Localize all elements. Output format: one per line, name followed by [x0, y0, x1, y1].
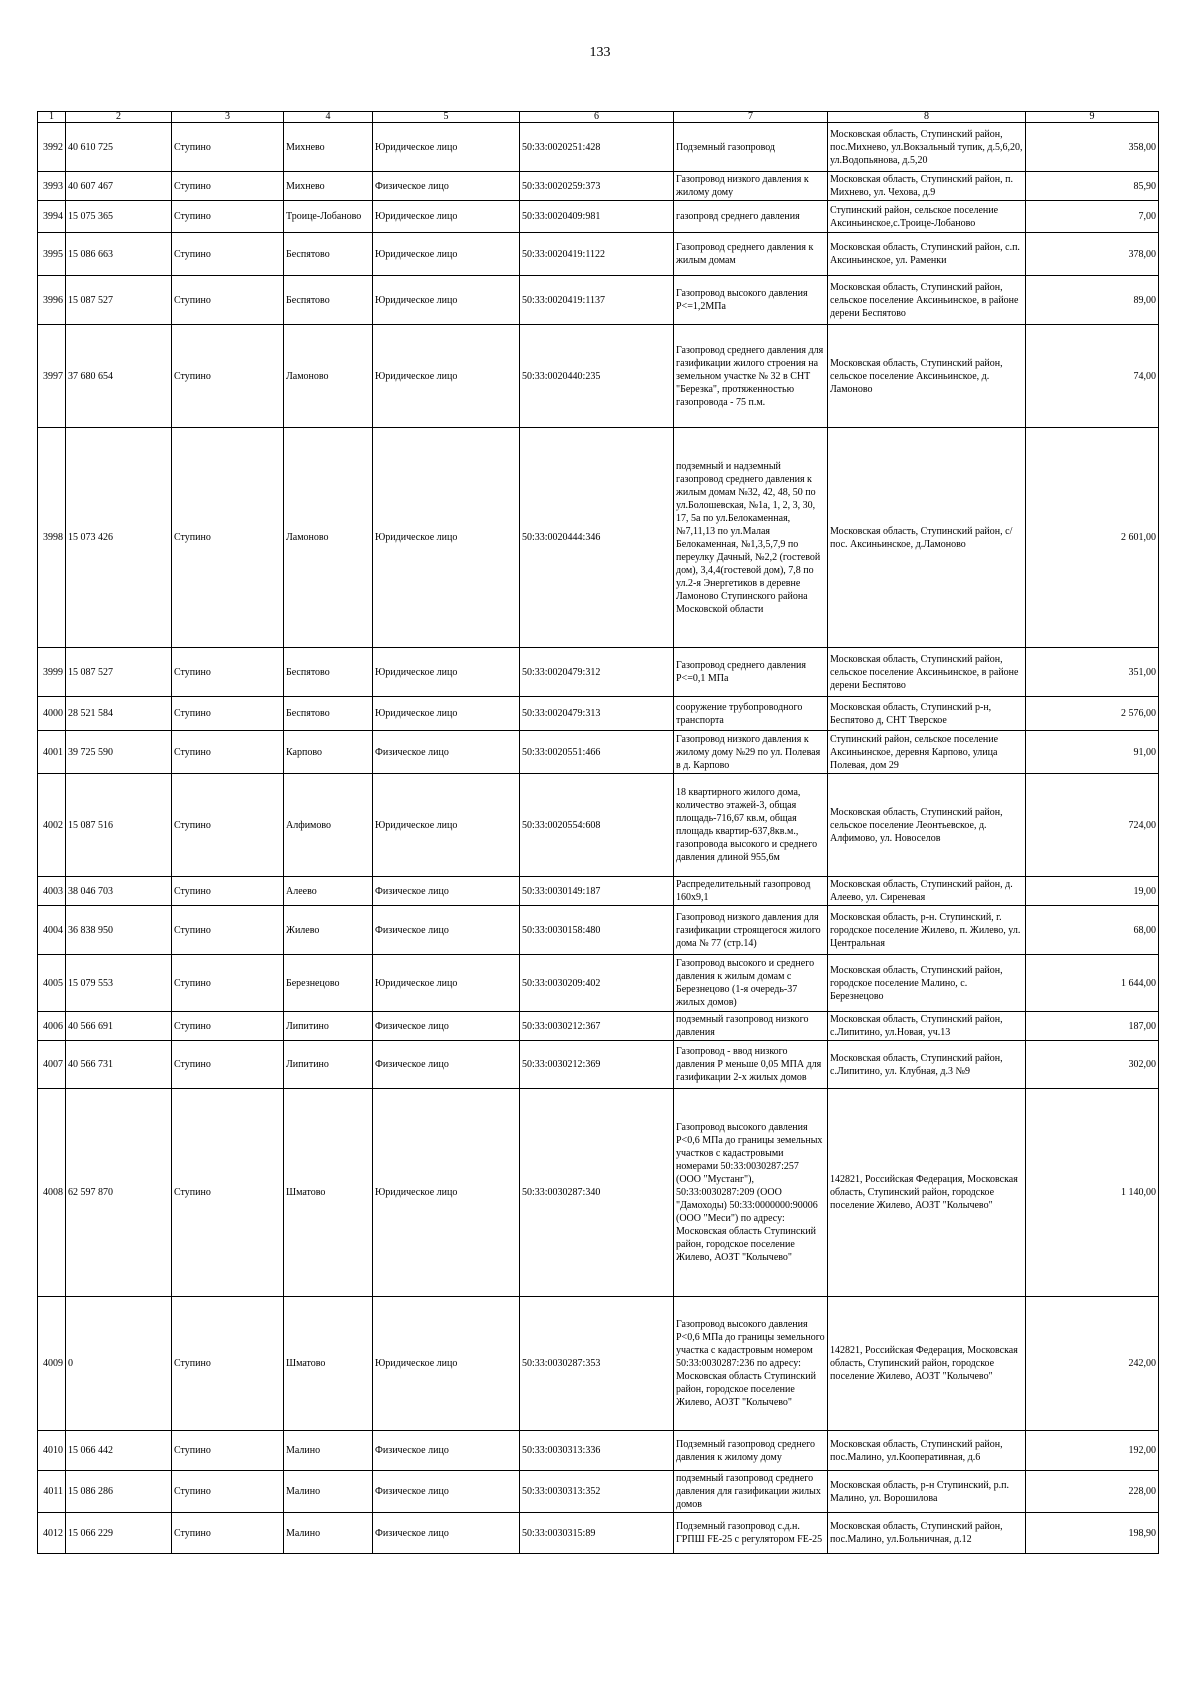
- value-cell: 1 644,00: [1026, 955, 1159, 1012]
- district-cell: Ступино: [172, 877, 284, 906]
- row-number: 4007: [38, 1041, 66, 1089]
- owner-type-cell: Физическое лицо: [373, 1012, 520, 1041]
- owner-type-cell: Юридическое лицо: [373, 123, 520, 172]
- cadastral-number-cell: 50:33:0020440:235: [520, 325, 674, 428]
- row-number: 3997: [38, 325, 66, 428]
- object-description-cell: подземный газопровод низкого давления: [674, 1012, 828, 1041]
- value-cell: 242,00: [1026, 1297, 1159, 1431]
- district-cell: Ступино: [172, 428, 284, 648]
- table-row: [38, 697, 1159, 731]
- table-row: [38, 1297, 1159, 1431]
- address-cell: Московская область, Ступинский район, городское поселение Малино, с. Березнецово: [828, 955, 1026, 1012]
- district-cell: Ступино: [172, 774, 284, 877]
- owner-type-cell: Юридическое лицо: [373, 697, 520, 731]
- code-cell: 15 087 527: [66, 648, 172, 697]
- table-row: [38, 276, 1159, 325]
- cadastral-number-cell: 50:33:0030313:336: [520, 1431, 674, 1471]
- code-cell: 15 087 527: [66, 276, 172, 325]
- row-number: 4001: [38, 731, 66, 774]
- locality-cell: Беспятово: [284, 276, 373, 325]
- column-header: 1: [38, 112, 66, 123]
- column-header: 8: [828, 112, 1026, 123]
- district-cell: Ступино: [172, 172, 284, 201]
- column-header: 3: [172, 112, 284, 123]
- district-cell: Ступино: [172, 955, 284, 1012]
- cadastral-number-cell: 50:33:0020554:608: [520, 774, 674, 877]
- table-row: [38, 955, 1159, 1012]
- address-cell: Московская область, Ступинский район, сельское поселение Аксиньинское, д. Ламоново: [828, 325, 1026, 428]
- row-number: 4003: [38, 877, 66, 906]
- row-number: 4004: [38, 906, 66, 955]
- locality-cell: Шматово: [284, 1089, 373, 1297]
- code-cell: 40 566 731: [66, 1041, 172, 1089]
- value-cell: 192,00: [1026, 1431, 1159, 1471]
- address-cell: Московская область, Ступинский район, пос.Михнево, ул.Вокзальный тупик, д.5,6,20, ул.Водопьянова, д.5,20: [828, 123, 1026, 172]
- code-cell: 15 087 516: [66, 774, 172, 877]
- locality-cell: Беспятово: [284, 233, 373, 276]
- page-number: 133: [589, 45, 611, 60]
- object-description-cell: Газопровод среднего давления Р<=0,1 МПа: [674, 648, 828, 697]
- table-row: [38, 906, 1159, 955]
- owner-type-cell: Физическое лицо: [373, 1431, 520, 1471]
- owner-type-cell: Юридическое лицо: [373, 201, 520, 233]
- code-cell: 39 725 590: [66, 731, 172, 774]
- address-cell: Московская область, Ступинский район, пос.Малино, ул.Больничная, д.12: [828, 1513, 1026, 1554]
- cadastral-number-cell: 50:33:0030209:402: [520, 955, 674, 1012]
- object-description-cell: Газопровод высокого давления Р<0,6 МПа до границы земельных участков с кадастровыми номерами 50:33:0030287:257 (ООО "Мустанг"), 50:33:0030287:209 (ООО "Дамоходы) 50:33:0000000:90006 (ООО "Меси") по адресу: Московская область Ступинский район, городское поселение Жилево, АОЗТ "Колычево": [674, 1089, 828, 1297]
- locality-cell: Беспятово: [284, 648, 373, 697]
- code-cell: 40 566 691: [66, 1012, 172, 1041]
- district-cell: Ступино: [172, 1089, 284, 1297]
- column-header: 4: [284, 112, 373, 123]
- value-cell: 2 576,00: [1026, 697, 1159, 731]
- cadastral-number-cell: 50:33:0020259:373: [520, 172, 674, 201]
- object-description-cell: Газопровод высокого давления Р<=1,2МПа: [674, 276, 828, 325]
- district-cell: Ступино: [172, 201, 284, 233]
- table-row: [38, 123, 1159, 172]
- locality-cell: Шматово: [284, 1297, 373, 1431]
- value-cell: 378,00: [1026, 233, 1159, 276]
- owner-type-cell: Физическое лицо: [373, 1041, 520, 1089]
- column-header: 7: [674, 112, 828, 123]
- address-cell: 142821, Российская Федерация, Московская область, Ступинский район, городское поселение Жилево, АОЗТ "Колычево": [828, 1089, 1026, 1297]
- cadastral-number-cell: 50:33:0030313:352: [520, 1471, 674, 1513]
- cadastral-number-cell: 50:33:0030287:340: [520, 1089, 674, 1297]
- object-description-cell: Газопровод низкого давления к жилому дому №29 по ул. Полевая в д. Карпово: [674, 731, 828, 774]
- address-cell: Московская область, Ступинский район, сельское поселение Леонтьевское, д. Алфимово, ул. Новоселов: [828, 774, 1026, 877]
- table-row: [38, 1012, 1159, 1041]
- row-number: 4005: [38, 955, 66, 1012]
- object-description-cell: Подземный газопровод с.д.н. ГРПШ FE-25 с регулятором FE-25: [674, 1513, 828, 1554]
- address-cell: Московская область, р-н. Ступинский, г. городское поселение Жилево, п. Жилево, ул. Центральная: [828, 906, 1026, 955]
- value-cell: 1 140,00: [1026, 1089, 1159, 1297]
- owner-type-cell: Юридическое лицо: [373, 774, 520, 877]
- value-cell: 68,00: [1026, 906, 1159, 955]
- object-description-cell: Газопровод высокого и среднего давления к жилым домам с Березнецово (1-я очередь-37 жилых домов): [674, 955, 828, 1012]
- object-description-cell: Газопровод высокого давления Р<0,6 МПа до границы земельного участка с кадастровым номером 50:33:0030287:236 по адресу: Московская область Ступинский район, городское поселение Жилево, АОЗТ "Колычево": [674, 1297, 828, 1431]
- locality-cell: Ламоново: [284, 325, 373, 428]
- address-cell: Московская область, Ступинский район, сельское поселение Аксиньинское, в районе дерени Беспятово: [828, 276, 1026, 325]
- row-number: 4000: [38, 697, 66, 731]
- owner-type-cell: Юридическое лицо: [373, 233, 520, 276]
- cadastral-number-cell: 50:33:0020419:1137: [520, 276, 674, 325]
- row-number: 4012: [38, 1513, 66, 1554]
- table-row: [38, 201, 1159, 233]
- address-cell: Московская область, Ступинский район, сельское поселение Аксиньинское, в районе дерени Беспятово: [828, 648, 1026, 697]
- value-cell: 351,00: [1026, 648, 1159, 697]
- cadastral-number-cell: 50:33:0020479:313: [520, 697, 674, 731]
- value-cell: 228,00: [1026, 1471, 1159, 1513]
- value-cell: 91,00: [1026, 731, 1159, 774]
- district-cell: Ступино: [172, 731, 284, 774]
- locality-cell: Карпово: [284, 731, 373, 774]
- value-cell: 85,90: [1026, 172, 1159, 201]
- address-cell: Московская область, р-н Ступинский, р.п. Малино, ул. Ворошилова: [828, 1471, 1026, 1513]
- owner-type-cell: Юридическое лицо: [373, 276, 520, 325]
- owner-type-cell: Юридическое лицо: [373, 428, 520, 648]
- cadastral-number-cell: 50:33:0020479:312: [520, 648, 674, 697]
- district-cell: Ступино: [172, 276, 284, 325]
- code-cell: 15 086 286: [66, 1471, 172, 1513]
- locality-cell: Малино: [284, 1431, 373, 1471]
- locality-cell: Ламоново: [284, 428, 373, 648]
- code-cell: 62 597 870: [66, 1089, 172, 1297]
- cadastral-number-cell: 50:33:0030158:480: [520, 906, 674, 955]
- district-cell: Ступино: [172, 1431, 284, 1471]
- object-description-cell: Газопровод низкого давления для газификации строящегося жилого дома № 77 (стр.14): [674, 906, 828, 955]
- column-header: 5: [373, 112, 520, 123]
- locality-cell: Липитино: [284, 1012, 373, 1041]
- owner-type-cell: Физическое лицо: [373, 731, 520, 774]
- cadastral-number-cell: 50:33:0030212:367: [520, 1012, 674, 1041]
- table-row: [38, 648, 1159, 697]
- register-table: [37, 111, 1159, 1554]
- row-number: 3999: [38, 648, 66, 697]
- locality-cell: Липитино: [284, 1041, 373, 1089]
- row-number: 4002: [38, 774, 66, 877]
- value-cell: 358,00: [1026, 123, 1159, 172]
- object-description-cell: Газопровод среднего давления к жилым домам: [674, 233, 828, 276]
- row-number: 4011: [38, 1471, 66, 1513]
- cadastral-number-cell: 50:33:0030315:89: [520, 1513, 674, 1554]
- column-header: 6: [520, 112, 674, 123]
- row-number: 3994: [38, 201, 66, 233]
- owner-type-cell: Физическое лицо: [373, 1471, 520, 1513]
- object-description-cell: Газопровод низкого давления к жилому дому: [674, 172, 828, 201]
- locality-cell: Беспятово: [284, 697, 373, 731]
- column-header: 9: [1026, 112, 1159, 123]
- address-cell: Московская область, Ступинский район, с.Липитино, ул. Клубная, д.3 №9: [828, 1041, 1026, 1089]
- cadastral-number-cell: 50:33:0030212:369: [520, 1041, 674, 1089]
- code-cell: 15 066 229: [66, 1513, 172, 1554]
- address-cell: Московская область, Ступинский район, п. Михнево, ул. Чехова, д.9: [828, 172, 1026, 201]
- code-cell: 15 079 553: [66, 955, 172, 1012]
- district-cell: Ступино: [172, 906, 284, 955]
- object-description-cell: газопровд среднего давления: [674, 201, 828, 233]
- locality-cell: Алеево: [284, 877, 373, 906]
- owner-type-cell: Физическое лицо: [373, 877, 520, 906]
- code-cell: 28 521 584: [66, 697, 172, 731]
- locality-cell: Жилево: [284, 906, 373, 955]
- object-description-cell: сооружение трубопроводного транспорта: [674, 697, 828, 731]
- district-cell: Ступино: [172, 325, 284, 428]
- address-cell: Ступинский район, сельское поселение Аксиньинское, деревня Карпово, улица Полевая, дом 29: [828, 731, 1026, 774]
- locality-cell: Троице-Лобаново: [284, 201, 373, 233]
- row-number: 4009: [38, 1297, 66, 1431]
- owner-type-cell: Юридическое лицо: [373, 1089, 520, 1297]
- table-row: [38, 1471, 1159, 1513]
- address-cell: Московская область, Ступинский район, д. Алеево, ул. Сиреневая: [828, 877, 1026, 906]
- code-cell: 38 046 703: [66, 877, 172, 906]
- cadastral-number-cell: 50:33:0020409:981: [520, 201, 674, 233]
- table-row: [38, 172, 1159, 201]
- table-row: [38, 1513, 1159, 1554]
- row-number: 3993: [38, 172, 66, 201]
- cadastral-number-cell: 50:33:0030149:187: [520, 877, 674, 906]
- code-cell: 37 680 654: [66, 325, 172, 428]
- locality-cell: Малино: [284, 1471, 373, 1513]
- value-cell: 198,90: [1026, 1513, 1159, 1554]
- column-header: 2: [66, 112, 172, 123]
- value-cell: 7,00: [1026, 201, 1159, 233]
- district-cell: Ступино: [172, 1041, 284, 1089]
- row-number: 3998: [38, 428, 66, 648]
- table-row: [38, 1089, 1159, 1297]
- code-cell: 15 066 442: [66, 1431, 172, 1471]
- owner-type-cell: Физическое лицо: [373, 172, 520, 201]
- address-cell: Московская область, Ступинский район, пос.Малино, ул.Кооперативная, д.6: [828, 1431, 1026, 1471]
- cadastral-number-cell: 50:33:0020551:466: [520, 731, 674, 774]
- locality-cell: Михнево: [284, 172, 373, 201]
- code-cell: 15 086 663: [66, 233, 172, 276]
- address-cell: Московская область, Ступинский район, с.Липитино, ул.Новая, уч.13: [828, 1012, 1026, 1041]
- locality-cell: Малино: [284, 1513, 373, 1554]
- value-cell: 724,00: [1026, 774, 1159, 877]
- object-description-cell: подземный и надземный газопровод среднего давления к жилым домам №32, 42, 48, 50 по ул.Болошевская, №1а, 1, 2, 3, 30, 17, 5а по ул.Белокаменная, №7,11,13 по ул.Малая Белокаменная, №1,3,5,7,9 по переулку Дачный, №2,2 (гостевой дом), 3,4,4(гостевой дом), 7,8 по ул.2-я Энергетиков в деревне Ламоново Ступинского района Московской области: [674, 428, 828, 648]
- code-cell: 40 610 725: [66, 123, 172, 172]
- address-cell: Московская область, Ступинский район, с/пос. Аксиньинское, д.Ламоново: [828, 428, 1026, 648]
- code-cell: 36 838 950: [66, 906, 172, 955]
- object-description-cell: подземный газопровод среднего давления для газификации жилых домов: [674, 1471, 828, 1513]
- row-number: 3995: [38, 233, 66, 276]
- table-row: [38, 774, 1159, 877]
- owner-type-cell: Физическое лицо: [373, 1513, 520, 1554]
- value-cell: 302,00: [1026, 1041, 1159, 1089]
- object-description-cell: Газопровод среднего давления для газификации жилого строения на земельном участке № 32 в СНТ "Березка", протяженностью газопровода - 75 п.м.: [674, 325, 828, 428]
- object-description-cell: Газопровод - ввод низкого давления Р меньше 0,05 МПА для газификации 2-х жилых домов: [674, 1041, 828, 1089]
- address-cell: 142821, Российская Федерация, Московская область, Ступинский район, городское поселение Жилево, АОЗТ "Колычево": [828, 1297, 1026, 1431]
- row-number: 4008: [38, 1089, 66, 1297]
- owner-type-cell: Физическое лицо: [373, 906, 520, 955]
- row-number: 4010: [38, 1431, 66, 1471]
- district-cell: Ступино: [172, 233, 284, 276]
- code-cell: 0: [66, 1297, 172, 1431]
- value-cell: 2 601,00: [1026, 428, 1159, 648]
- value-cell: 187,00: [1026, 1012, 1159, 1041]
- cadastral-number-cell: 50:33:0020444:346: [520, 428, 674, 648]
- address-cell: Ступинский район, сельское поселение Аксиньинское,с.Троице-Лобаново: [828, 201, 1026, 233]
- table-row: [38, 233, 1159, 276]
- owner-type-cell: Юридическое лицо: [373, 955, 520, 1012]
- table-row: [38, 1041, 1159, 1089]
- object-description-cell: Распределительный газопровод 160х9,1: [674, 877, 828, 906]
- locality-cell: Алфимово: [284, 774, 373, 877]
- district-cell: Ступино: [172, 1012, 284, 1041]
- table-row: [38, 325, 1159, 428]
- value-cell: 19,00: [1026, 877, 1159, 906]
- cadastral-number-cell: 50:33:0030287:353: [520, 1297, 674, 1431]
- owner-type-cell: Юридическое лицо: [373, 1297, 520, 1431]
- value-cell: 74,00: [1026, 325, 1159, 428]
- owner-type-cell: Юридическое лицо: [373, 648, 520, 697]
- cadastral-number-cell: 50:33:0020251:428: [520, 123, 674, 172]
- column-number-row: [38, 112, 1159, 123]
- row-number: 3992: [38, 123, 66, 172]
- row-number: 4006: [38, 1012, 66, 1041]
- table-row: [38, 877, 1159, 906]
- code-cell: 15 073 426: [66, 428, 172, 648]
- table-row: [38, 1431, 1159, 1471]
- value-cell: 89,00: [1026, 276, 1159, 325]
- code-cell: 40 607 467: [66, 172, 172, 201]
- object-description-cell: 18 квартирного жилого дома, количество этажей-3, общая площадь-716,67 кв.м, общая площадь квартир-637,8кв.м., газопровода высокого и среднего давления длиной 955,6м: [674, 774, 828, 877]
- locality-cell: Березнецово: [284, 955, 373, 1012]
- district-cell: Ступино: [172, 1471, 284, 1513]
- address-cell: Московская область, Ступинский р-н, Беспятово д, СНТ Тверское: [828, 697, 1026, 731]
- district-cell: Ступино: [172, 648, 284, 697]
- table-row: [38, 428, 1159, 648]
- owner-type-cell: Юридическое лицо: [373, 325, 520, 428]
- district-cell: Ступино: [172, 1513, 284, 1554]
- cadastral-number-cell: 50:33:0020419:1122: [520, 233, 674, 276]
- row-number: 3996: [38, 276, 66, 325]
- district-cell: Ступино: [172, 123, 284, 172]
- object-description-cell: Подземный газопровод: [674, 123, 828, 172]
- object-description-cell: Подземный газопровод среднего давления к жилому дому: [674, 1431, 828, 1471]
- district-cell: Ступино: [172, 1297, 284, 1431]
- locality-cell: Михнево: [284, 123, 373, 172]
- address-cell: Московская область, Ступинский район, с.п. Аксиньинское, ул. Раменки: [828, 233, 1026, 276]
- district-cell: Ступино: [172, 697, 284, 731]
- table-row: [38, 731, 1159, 774]
- code-cell: 15 075 365: [66, 201, 172, 233]
